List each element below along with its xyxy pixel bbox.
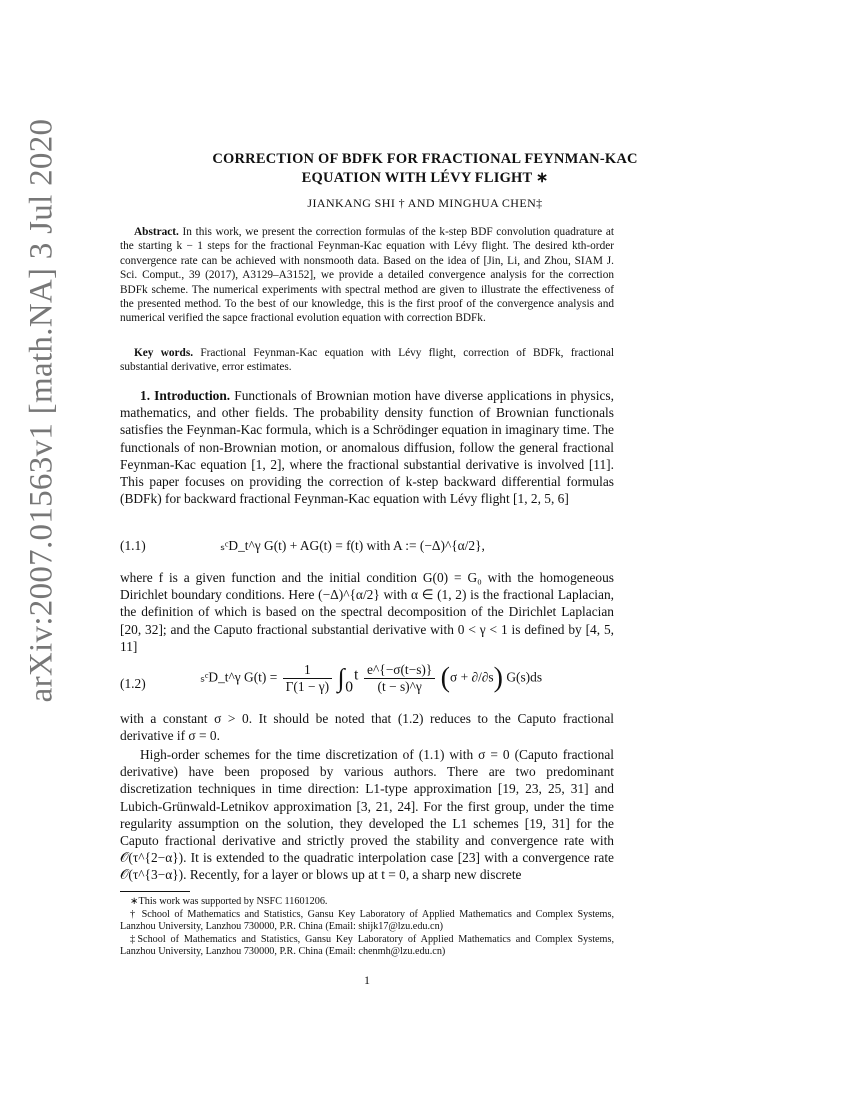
paper-title [120,150,730,188]
footnote-divider [120,891,190,892]
keywords-label: Key words. [134,347,194,359]
authors: JIANKANG SHI † AND MINGHUA CHEN‡ [307,196,543,210]
equation-formula: ₛᶜD_t^γ G(t) + AG(t) = f(t) with A := (−Δ)^{α/2}, [220,538,485,553]
fraction-numerator: e^{−σ(t−s)} [364,662,435,679]
keywords [120,346,614,375]
equation-lhs: ₛᶜD_t^γ G(t) = [200,669,278,685]
equation-number: (1.2) [120,676,146,691]
fraction-numerator: 1 [283,662,333,679]
introduction-paragraph [120,387,614,507]
fraction-denominator: (t − s)^γ [377,679,422,694]
paragraph-definitions: where f is a given function and the initial condition G(0) = G₀ with the homogeneous Dirichlet boundary conditions. Here (−Δ)^{α/2} with α ∈ (1, 2) is the fractional Laplacian, the definition of which is based on the spectral decomposition of the Dirichlet Laplacian [20, 32]; and the Caputo fractional substantial derivative with 0 < γ < 1 is defined by [4, 5, 11] [120,570,614,654]
equation-1-2 [120,662,614,708]
coefficient-fraction [283,662,333,695]
abstract-text: In this work, we present the correction formulas of the k-step BDF convolution quadrature at the starting k − 1 steps for the fractional Feynman-Kac equation with Lévy flight. The desired kth-order convergence rate can be achieved with nonsmooth data. Based on the idea of [Jin, Li, and Zhou, SIAM J. Sci. Comput., 39 (2017), A3129–A3152], we provide a detailed convergence analysis for the correction BDFk scheme. The numerical experiments with spectral method are given to illustrate the effectiveness of the presented method. To the best of our knowledge, this is the first proof of the convergence analysis and numerical verified the sapce fractional evolution equation with correction BDFk. [120,226,614,325]
abstract-label: Abstract. [134,226,179,238]
abstract [120,225,614,326]
integral-sign: ∫₀ᵗ [337,663,359,693]
page-number: 1 [364,973,370,987]
footnote-author-1: † School of Mathematics and Statistics, Gansu Key Laboratory of Applied Mathematics and Complex Systems, Lanzhou University, Lanzhou 730000, P.R. China (Email: shijk17@lzu.edu.cn) [120,908,614,933]
arxiv-id-text: arXiv:2007.01563v1 [math.NA] 3 Jul 2020 [23,118,60,702]
fraction-denominator: Γ(1 − γ) [285,679,330,694]
keywords-text: Fractional Feynman-Kac equation with Lévy flight, correction of BDFk, fractional substantial derivative, error estimates. [120,347,614,374]
equation-tail: G(s)ds [506,669,543,685]
paragraph-remark: with a constant σ > 0. It should be noted that (1.2) reduces to the Caputo fractional derivative if σ = 0. [120,711,614,744]
title-line-1: CORRECTION OF BDFK FOR FRACTIONAL FEYNMAN-KAC [212,151,638,167]
equation-formula: ₛᶜD_t^γ G(t) = $\frac{1}{\Gamma(1 - \gamma)}$ ∫₀ᵗ $\frac{e\^{}\{-\sigma(t-s)\}}{(t - s)\^{}\gamma}$ (σ + ∂/∂s) G(s)ds [200,662,543,694]
kernel-fraction [364,662,435,695]
footnote-author-2: ‡School of Mathematics and Statistics, Gansu Key Laboratory of Applied Mathematics and Complex Systems, Lanzhou University, Lanzhou 730000, P.R. China (Email: chenmh@lzu.edu.cn) [120,933,614,958]
equation-number: (1.1) [120,538,146,553]
title-line-2: EQUATION WITH LÉVY FLIGHT ∗ [301,170,549,186]
paragraph-literature: High-order schemes for the time discretization of (1.1) with σ = 0 (Caputo fractional derivative) have been proposed by various authors. There are two predominant discretization techniques in time direction: L1-type approximation [19, 23, 25, 31] and Lubich-Grünwald-Letnikov approximation [3, 21, 24]. For the first group, under the time regularity assumption on the solution, they developed the L1 schemes [19, 31] for the Caputo fractional derivative and strictly proved the stability and convergence rate with 𝒪(τ^{2−α}). It is extended to the quadratic interpolation case [23] with a convergence rate 𝒪(τ^{3−α}). Recently, for a layer or blows up at t = 0, a sharp new discrete [120,747,614,883]
section-heading: 1. Introduction. [140,388,231,403]
footnotes [120,896,614,959]
footnote-funding: ∗This work was supported by NSFC 11601206. [130,896,328,907]
introduction-text: Functionals of Brownian motion have diverse applications in physics, mathematics, and other fields. The probability density function of Brownian functionals satisfies the Feynman-Kac formula, which is a Schrödinger equation in imaginary time. The functionals of non-Brownian motion, or anomalous diffusion, follow the general fractional Feynman-Kac equation [1, 2], where the fractional substantial derivative is involved [11]. This paper focuses on providing the correction of k-step backward differential formulas (BDFk) for backward fractional Feynman-Kac equation with Lévy flight [1, 2, 5, 6] [120,388,614,507]
operator-term: σ + ∂/∂s [450,669,494,685]
